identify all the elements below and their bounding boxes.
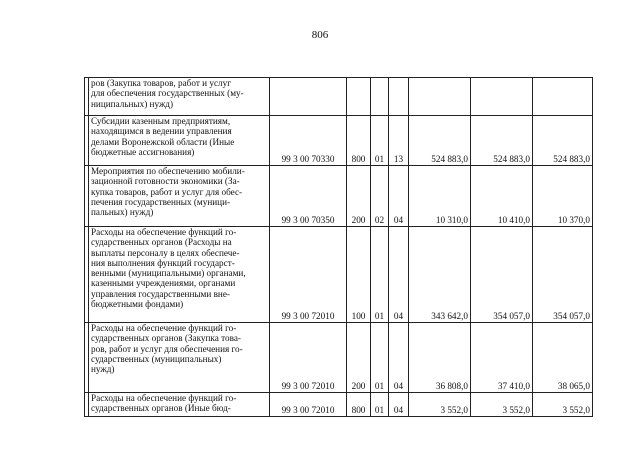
- expense-name-line: казенными учреждениями, органами: [91, 278, 236, 289]
- target-article-code-cell: 99 3 00 70350: [270, 166, 347, 227]
- table-row: [85, 393, 593, 417]
- expense-name-line: печения государственных (муници-: [91, 196, 231, 207]
- section-cell: 01: [371, 393, 389, 417]
- expense-type-cell: 200: [347, 166, 371, 227]
- section-cell: [371, 78, 389, 116]
- target-article-code-cell: 99 3 00 72010: [270, 393, 347, 417]
- expense-name-line: купка товаров, работ и услуг для обес-: [91, 186, 243, 197]
- expense-name-line: Субсидии казенным предприятиям,: [91, 116, 231, 126]
- expense-name-cell: [89, 116, 270, 166]
- expense-type-cell: [347, 78, 371, 116]
- expense-name-cell: [89, 227, 270, 323]
- expense-type-cell: 800: [347, 393, 371, 417]
- target-article-code-cell: 99 3 00 72010: [270, 323, 347, 393]
- expense-name-cell: [89, 393, 270, 417]
- page-number: 806: [311, 29, 329, 41]
- amount-year-1-cell: 524 883,0: [409, 116, 471, 166]
- expense-name-line: бюджетные ассигнования): [91, 146, 195, 157]
- expense-name-cell: [89, 166, 270, 227]
- expense-name-cell: [89, 323, 270, 393]
- amount-year-2-cell: 3 552,0: [471, 393, 533, 417]
- expense-name-line: пальных) нужд): [91, 207, 154, 218]
- section-cell: 01: [371, 323, 389, 393]
- amount-year-1-cell: 36 808,0: [409, 323, 471, 393]
- section-cell: 01: [371, 227, 389, 323]
- table-row: [85, 78, 593, 116]
- target-article-code-cell: 99 3 00 72010: [270, 227, 347, 323]
- amount-year-2-cell: 37 410,0: [471, 323, 533, 393]
- expense-name-line: для обеспечения государственных (му-: [91, 88, 244, 99]
- section-cell: 01: [371, 116, 389, 166]
- amount-year-3-cell: 38 065,0: [533, 323, 593, 393]
- expense-name-line: Расходы на обеспечение функций го-: [91, 393, 237, 403]
- table-row: [85, 227, 593, 323]
- table-body: [85, 78, 593, 417]
- expense-name-line: Мероприятия по обеспечению мобили-: [91, 166, 245, 176]
- expense-name-line: сударственных органов (Расходы на: [91, 237, 232, 248]
- expense-name-cell: [89, 78, 270, 116]
- expense-name-line: управления государственными вне-: [91, 288, 230, 299]
- expense-name-line: находящимся в ведении управления: [91, 126, 232, 137]
- expense-name-line: ров (Закупка товаров, работ и услуг: [91, 78, 231, 88]
- amount-year-2-cell: 524 883,0: [471, 116, 533, 166]
- amount-year-1-cell: [409, 78, 471, 116]
- expense-name-line: сударственных (муниципальных): [91, 353, 222, 364]
- expense-name-line: ниципальных) нужд): [91, 98, 174, 109]
- target-article-code-cell: 99 3 00 70330: [270, 116, 347, 166]
- subsection-cell: 04: [389, 323, 409, 393]
- amount-year-2-cell: [471, 78, 533, 116]
- expense-type-cell: 200: [347, 323, 371, 393]
- target-article-code-cell: [270, 78, 347, 116]
- amount-year-2-cell: 354 057,0: [471, 227, 533, 323]
- expense-name-line: сударственных органов (Иные бюд-: [91, 403, 231, 414]
- section-cell: 02: [371, 166, 389, 227]
- expense-type-cell: 800: [347, 116, 371, 166]
- amount-year-1-cell: 343 642,0: [409, 227, 471, 323]
- subsection-cell: 04: [389, 227, 409, 323]
- subsection-cell: 13: [389, 116, 409, 166]
- amount-year-1-cell: 10 310,0: [409, 166, 471, 227]
- expense-name-line: ния выполнения функций государст-: [91, 257, 235, 268]
- amount-year-3-cell: 354 057,0: [533, 227, 593, 323]
- amount-year-3-cell: 3 552,0: [533, 393, 593, 417]
- table-row: [85, 116, 593, 166]
- expense-name-line: Расходы на обеспечение функций го-: [91, 227, 237, 237]
- table-row: [85, 323, 593, 393]
- subsection-cell: 04: [389, 393, 409, 417]
- amount-year-1-cell: 3 552,0: [409, 393, 471, 417]
- expense-name-line: делами Воронежской области (Иные: [91, 136, 235, 147]
- expense-name-line: зационной готовности экономики (За-: [91, 176, 240, 187]
- budget-table: [84, 77, 593, 417]
- amount-year-3-cell: [533, 78, 593, 116]
- table-row: [85, 166, 593, 227]
- expense-name-line: Расходы на обеспечение функций го-: [91, 323, 237, 333]
- expense-name-line: бюджетными фондами): [91, 299, 184, 310]
- expense-name-line: сударственных органов (Закупка това-: [91, 333, 241, 344]
- expense-name-line: выплаты персоналу в целях обеспече-: [91, 247, 240, 258]
- subsection-cell: 04: [389, 166, 409, 227]
- expense-type-cell: 100: [347, 227, 371, 323]
- expense-name-line: нужд): [91, 364, 115, 375]
- expense-name-line: ров, работ и услуг для обеспечения го-: [91, 343, 243, 354]
- subsection-cell: [389, 78, 409, 116]
- amount-year-3-cell: 10 370,0: [533, 166, 593, 227]
- amount-year-3-cell: 524 883,0: [533, 116, 593, 166]
- expense-name-line: венными (муниципальными) органами,: [91, 268, 246, 279]
- amount-year-2-cell: 10 410,0: [471, 166, 533, 227]
